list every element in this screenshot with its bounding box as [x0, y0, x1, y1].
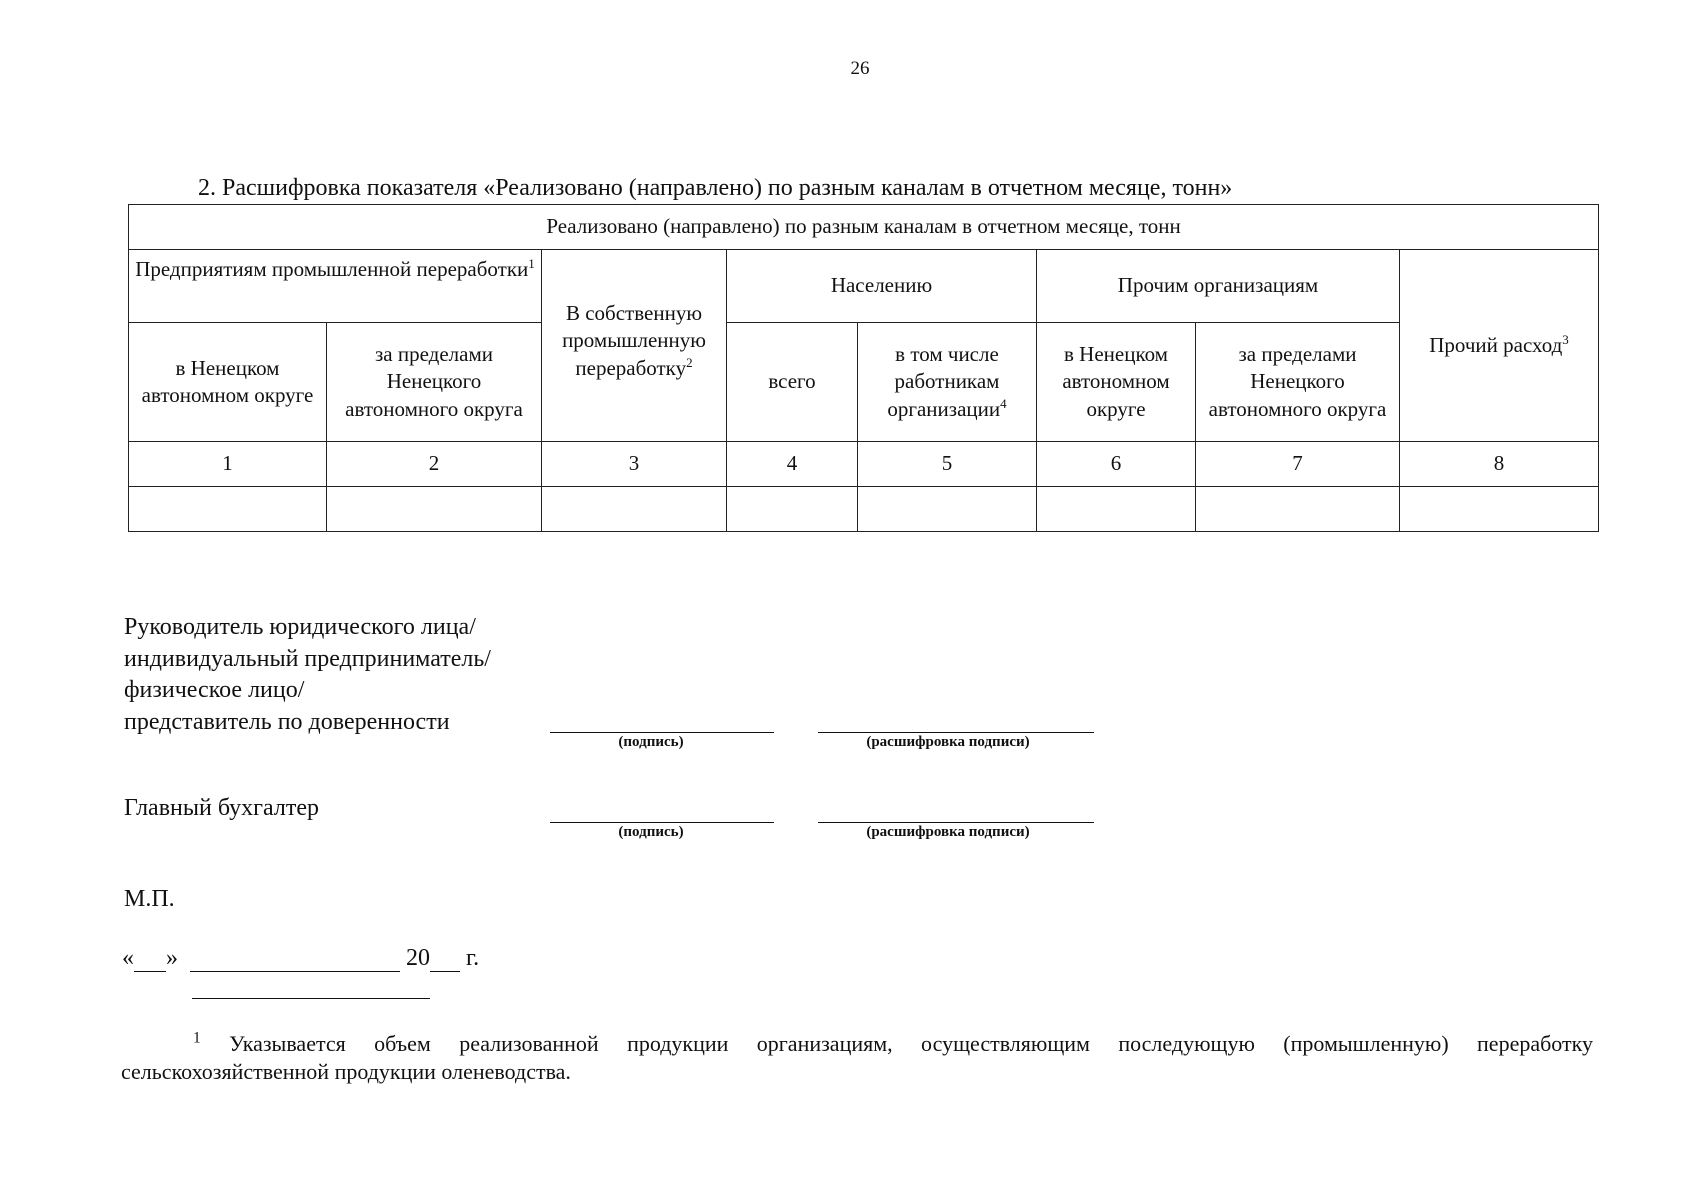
- head-label-line: физическое лицо/: [124, 677, 305, 704]
- date-month-blank[interactable]: [190, 949, 400, 972]
- data-cell-8[interactable]: [1400, 487, 1599, 532]
- head-signature-line[interactable]: [550, 710, 774, 733]
- data-cell-2[interactable]: [327, 487, 542, 532]
- page-number: 26: [850, 58, 870, 79]
- stamp-label: М.П.: [124, 886, 175, 912]
- data-cell-7[interactable]: [1196, 487, 1400, 532]
- chief-accountant-label: Главный бухгалтер: [124, 795, 319, 821]
- header-own-processing: [542, 250, 727, 442]
- date-year-prefix: 20: [406, 945, 430, 971]
- date-year-blank[interactable]: [430, 949, 460, 972]
- header-population: Населению: [727, 250, 1037, 323]
- head-signature-caption: (подпись): [618, 734, 684, 750]
- header-col-4: всего: [727, 323, 858, 442]
- accountant-signature-caption: (подпись): [618, 824, 684, 840]
- column-number: 8: [1400, 442, 1599, 487]
- date-open-quote: «: [122, 945, 134, 971]
- column-number: 5: [858, 442, 1037, 487]
- column-number: 4: [727, 442, 858, 487]
- data-cell-3[interactable]: [542, 487, 727, 532]
- head-label-line: Руководитель юридического лица/: [124, 614, 476, 640]
- header-col-7: за пределами Ненецкого автономного округа: [1196, 323, 1400, 442]
- header-other-organizations: Прочим организациям: [1037, 250, 1400, 323]
- header-col-2: за пределами Ненецкого автономного округа: [327, 323, 542, 442]
- sales-breakdown-table: [128, 204, 1599, 532]
- head-signature-decode-line[interactable]: [818, 710, 1094, 733]
- date-close-quote: »: [166, 945, 178, 971]
- header-col-1: в Ненецком автономном округе: [129, 323, 327, 442]
- accountant-signature-decode-line[interactable]: [818, 800, 1094, 823]
- column-number: 6: [1037, 442, 1196, 487]
- header-industrial-processing-label: Предприятиям промышленной переработки: [135, 257, 529, 281]
- data-cell-4[interactable]: [727, 487, 858, 532]
- head-decode-caption: (расшифровка подписи): [866, 734, 1030, 750]
- table-top-header: Реализовано (направлено) по разным каналам в отчетном месяце, тонн: [129, 205, 1599, 250]
- header-other-expense: [1400, 250, 1599, 442]
- data-entry-row: [129, 487, 1599, 532]
- footnote-separator: [192, 983, 430, 999]
- header-own-processing-label: В собственную промышленную переработку: [562, 301, 706, 380]
- accountant-signature-line[interactable]: [550, 800, 774, 823]
- footnote-1: [121, 1030, 1593, 1085]
- date-line: [122, 945, 479, 972]
- data-cell-6[interactable]: [1037, 487, 1196, 532]
- footnote-ref-2: 2: [686, 354, 693, 370]
- date-year-suffix: г.: [466, 945, 480, 971]
- header-other-expense-label: Прочий расход: [1429, 332, 1563, 357]
- column-number: 2: [327, 442, 542, 487]
- footnote-ref-3: 3: [1562, 331, 1569, 347]
- data-cell-1[interactable]: [129, 487, 327, 532]
- column-number: 7: [1196, 442, 1400, 487]
- section-title: 2. Расшифровка показателя «Реализовано (направлено) по разным каналам в отчетном месяце, тонн»: [198, 175, 1233, 201]
- data-cell-5[interactable]: [858, 487, 1037, 532]
- footnote-1-number: 1: [193, 1029, 201, 1047]
- header-col-5: [858, 323, 1037, 442]
- header-col-5-label: в том числе работникам организации: [887, 342, 1001, 421]
- head-label-line: представитель по доверенности: [124, 709, 450, 736]
- header-col-6: в Ненецком автономном округе: [1037, 323, 1196, 442]
- column-number: 1: [129, 442, 327, 487]
- footnote-ref-4: 4: [1000, 395, 1007, 411]
- column-number: 3: [542, 442, 727, 487]
- header-industrial-processing: [129, 250, 542, 323]
- column-numbers-row: [129, 442, 1599, 487]
- date-day-blank[interactable]: [134, 949, 166, 972]
- footnote-1-text: Указывается объем реализованной продукции организациям, осуществляющим последующую (промышленную) переработку сельскохозяйственной продукции оленеводства.: [121, 1031, 1593, 1084]
- footnote-ref-1: 1: [528, 256, 535, 271]
- head-signer-label: [124, 612, 491, 739]
- head-label-line: индивидуальный предприниматель/: [124, 645, 491, 672]
- accountant-decode-caption: (расшифровка подписи): [866, 824, 1030, 840]
